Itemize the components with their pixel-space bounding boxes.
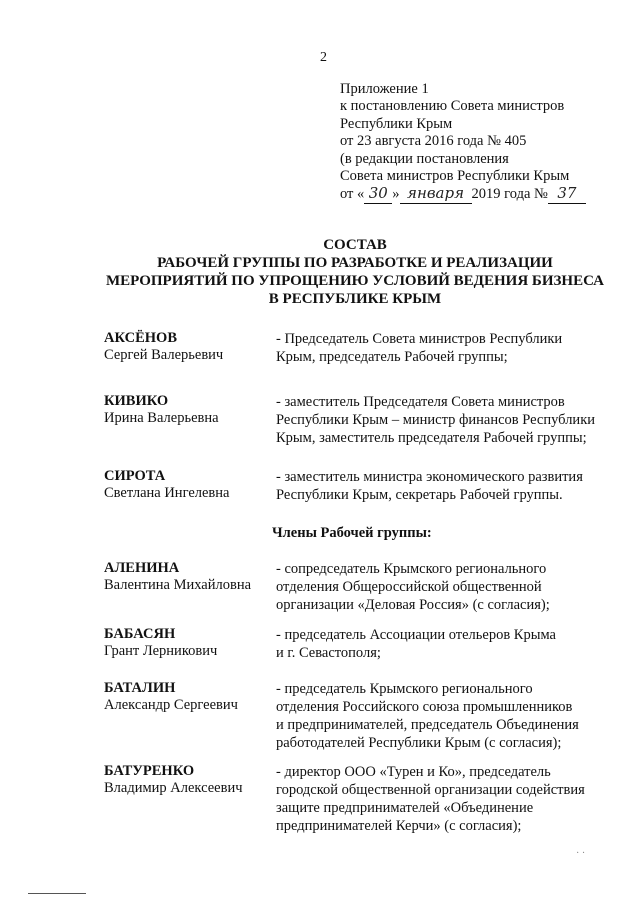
member-surname: БАБАСЯН	[104, 626, 176, 642]
role-line: организации «Деловая Россия» (с согласия);	[276, 597, 550, 613]
role-line: защите предпринимателей «Объединение	[276, 800, 534, 816]
member-name	[104, 763, 274, 797]
role-line: - заместитель министра экономического развития	[276, 469, 583, 485]
member-name	[104, 626, 274, 660]
member-name	[104, 393, 274, 427]
appendix-line: (в редакции постановления	[340, 150, 509, 167]
footer-divider	[28, 893, 86, 894]
member-role	[276, 680, 616, 752]
role-line: Крым, заместитель председателя Рабочей группы;	[276, 430, 587, 446]
appendix-line: Республики Крым	[340, 115, 453, 132]
member-given-name: Владимир Алексеевич	[104, 780, 243, 796]
member-name	[104, 560, 274, 594]
document-title	[90, 236, 620, 308]
member-role	[276, 468, 616, 504]
member-role	[276, 763, 616, 835]
page-number: 2	[320, 50, 327, 65]
role-line: отделения Российского союза промышленников	[276, 699, 573, 715]
member-role	[276, 560, 616, 614]
role-line: Крым, председатель Рабочей группы;	[276, 349, 508, 365]
member-surname: АЛЕНИНА	[104, 560, 180, 576]
member-surname: БАТАЛИН	[104, 680, 176, 696]
member-surname: БАТУРЕНКО	[104, 763, 195, 779]
role-line: - председатель Крымского регионального	[276, 681, 533, 697]
date-year: 2019 года №	[471, 186, 548, 203]
role-line: отделения Общероссийской общественной	[276, 579, 542, 595]
member-given-name: Грант Лерникович	[104, 643, 218, 659]
appendix-line: к постановлению Совета министров	[340, 98, 565, 115]
handwritten-number: 37	[548, 185, 586, 203]
role-line: предпринимателей Керчи» (с согласия);	[276, 818, 522, 834]
appendix-header	[340, 81, 620, 204]
member-surname: КИВИКО	[104, 393, 169, 409]
member-name	[104, 330, 274, 364]
appendix-line: от 23 августа 2016 года № 405	[340, 133, 527, 150]
title-line: В РЕСПУБЛИКЕ КРЫМ	[268, 291, 442, 307]
role-line: Республики Крым, секретарь Рабочей группы.	[276, 487, 563, 503]
member-role	[276, 393, 616, 447]
role-line: - сопредседатель Крымского регионального	[276, 561, 547, 577]
role-line: городской общественной организации содействия	[276, 782, 585, 798]
role-line: - председатель Ассоциации отельеров Крыма	[276, 627, 556, 643]
date-prefix: от «	[340, 186, 365, 203]
title-line: МЕРОПРИЯТИЙ ПО УПРОЩЕНИЮ УСЛОВИЙ ВЕДЕНИЯ БИЗНЕСА	[105, 273, 605, 289]
appendix-line: Совета министров Республики Крым	[340, 168, 570, 185]
role-line: и г. Севастополя;	[276, 645, 381, 661]
role-line: работодателей Республики Крым (с согласия);	[276, 735, 562, 751]
title-line: СОСТАВ	[323, 237, 387, 253]
member-surname: СИРОТА	[104, 468, 166, 484]
member-given-name: Александр Сергеевич	[104, 697, 238, 713]
member-role	[276, 626, 616, 662]
date-mid: »	[392, 186, 400, 203]
role-line: и предпринимателей, председатель Объединения	[276, 717, 579, 733]
member-given-name: Сергей Валерьевич	[104, 347, 224, 363]
role-line: Республики Крым – министр финансов Республики	[276, 412, 595, 428]
member-role	[276, 330, 616, 366]
member-name	[104, 680, 274, 714]
member-given-name: Светлана Ингелевна	[104, 485, 230, 501]
member-given-name: Ирина Валерьевна	[104, 410, 219, 426]
appendix-line: Приложение 1	[340, 81, 429, 97]
member-name	[104, 468, 274, 502]
role-line: - заместитель Председателя Совета министров	[276, 394, 565, 410]
handwritten-day: 30	[364, 185, 392, 203]
role-line: - Председатель Совета министров Республики	[276, 331, 563, 347]
scan-artifact: · ·	[576, 848, 586, 859]
member-given-name: Валентина Михайловна	[104, 577, 252, 593]
handwritten-month: января	[400, 185, 472, 203]
amendment-date-line	[340, 185, 620, 203]
member-surname: АКСЁНОВ	[104, 330, 177, 346]
title-line: РАБОЧЕЙ ГРУППЫ ПО РАЗРАБОТКЕ И РЕАЛИЗАЦИИ	[157, 255, 553, 271]
role-line: - директор ООО «Турен и Ко», председатель	[276, 764, 551, 780]
members-heading: Члены Рабочей группы:	[272, 525, 432, 541]
